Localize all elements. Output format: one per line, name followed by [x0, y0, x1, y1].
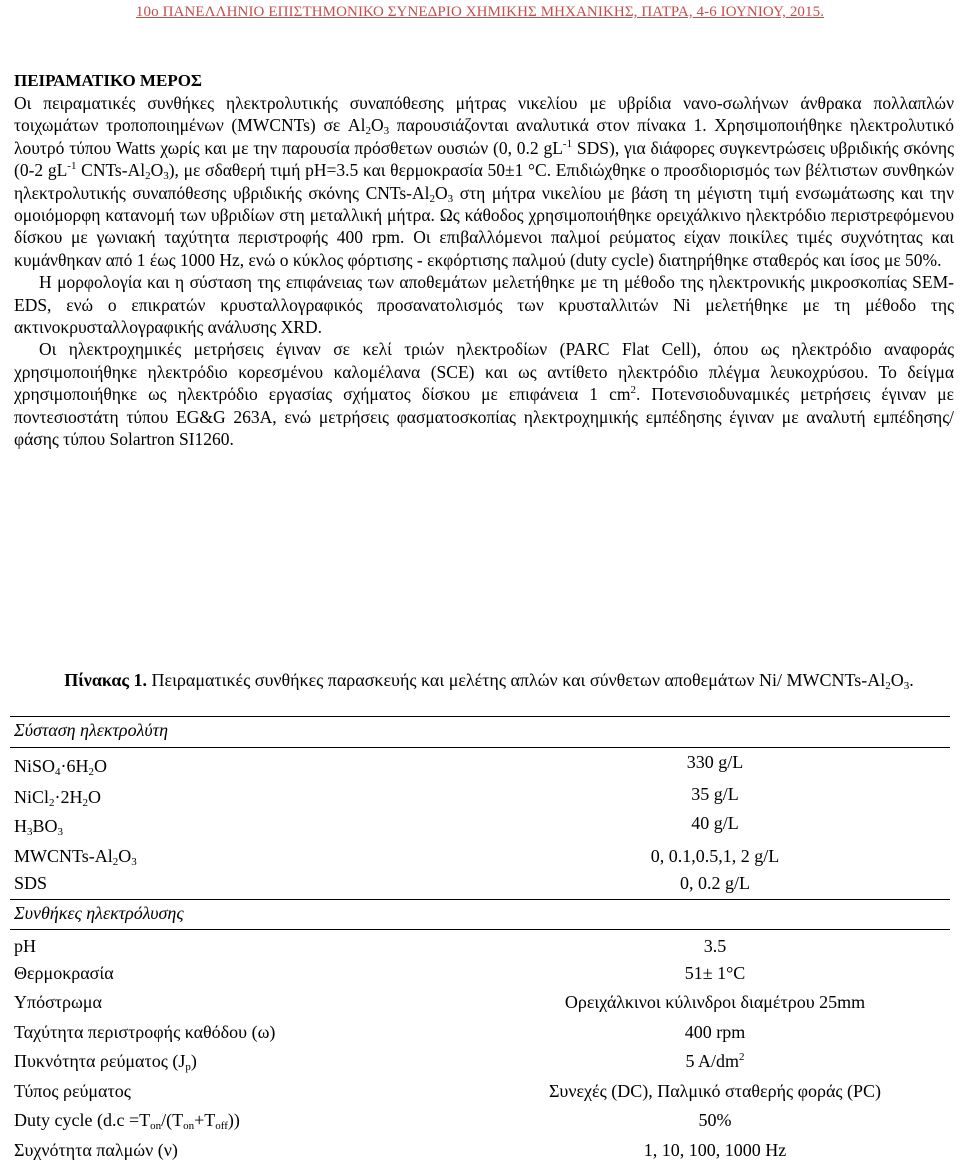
section-title: ΠΕΙΡΑΜΑΤΙΚΟ ΜΕΡΟΣ [14, 71, 203, 90]
table-row: Duty cycle $(d.c =T_{on}/(T_{on}+T_{off}))$ 50% [14, 1110, 732, 1132]
table-group-header: Σύσταση ηλεκτρολύτη [10, 717, 950, 748]
table-row: SDS 0, 0.2 g/L [10, 869, 950, 900]
table-row: pH 3.5 [14, 936, 727, 956]
table-group-header: Συνθήκες ηλεκτρόλυσης [10, 900, 950, 931]
table-row: $NiCl_2\cdot 2H_2O$ 35 g/L [14, 783, 739, 809]
table-row: Συχνότητα παλμών (ν) 1, 10, 100, 1000 Hz [14, 1139, 787, 1160]
table-row: Ταχύτητα περιστροφής καθόδου (ω) 400 rpm [14, 1021, 746, 1042]
paragraph-2: Η μορφολογία και η σύσταση της επιφάνειας των αποθεμάτων μελετήθηκε με τη μέθοδο της ηλεκτρονικής μικροσκοπίας SEM-EDS, ενώ ο επικρατών κρυσταλλογραφικός προσανατολισμός των κρυσταλλιτών Ni μελετήθηκε με τη μέθοδο της ακτινοκρυσταλλογραφικής ανάλυσης XRD. [14, 272, 954, 338]
table-row: MWCNTs-$Al_2O_3$ 0, 0.1,0.5,1, 2 g/L [14, 845, 780, 868]
table-caption: Πίνακας 1. Πειραματικές συνθήκες παρασκευής και μελέτης απλών και σύνθετων αποθεμάτων Ni/ MWCNTs-$Al_2O_3$. [64, 670, 914, 692]
paragraph-1: Οι πειραματικές συνθήκες ηλεκτρολυτικής συναπόθεσης μήτρας νικελίου με υβρίδια νανο-σωλήνων άνθρακα πολλαπλών τοιχωμάτων τροποποιημένων (MWCNTs) σε $Al_2O_3$ παρουσιάζονται αναλυτικά στον πίνακα 1. Χρησιμοποιήθηκε ηλεκτρολυτικό λουτρό τύπου Watts χωρίς και με την παρουσία πρόσθετων ουσιών (0, 0.2 $gL^{-1}$ SDS), για διάφορες συγκεντρώσεις υβριδικής σκόνης (0-2 $gL^{-1}$ CNTs-$Al_2O_3$), με σδαθερή τιμή pH=3.5 και θερμοκρασία 50±1 °C. Επιδιώχθηκε ο προσδιορισμός των βέλτιστων συνθηκών ηλεκτρολυτικής συναπόθεσης υβριδικής σκόνης CNTs-$Al_2O_3$ στη μήτρα νικελίου με βάση τη μέγιστη τιμή ενσωμάτωσης και την ομοιόμορφη κατανομή των υβριδίων στη μεταλλική μήτρα. Ως κάθοδος χρησιμοποιήθηκε ορειχάλκινο ηλεκτρόδιο περιστρεφόμενου δίσκου με γωνιακή ταχύτητα περιστροφής 400 rpm. Οι επιβαλλόμενοι παλμοί ρεύματος είχαν ποικίλες τιμές συχνότητας και κυμάνθηκαν από 1 έως 1000 Hz, ενώ ο κύκλος φόρτισης - εκφόρτισης παλμού (duty cycle) διατηρήθηκε σταθερός και ίσος με 50%. [14, 93, 955, 270]
conditions-table [10, 716, 950, 1166]
experimental-section [14, 70, 954, 451]
table-row: Τύπος ρεύματος Συνεχές (DC), Παλμικό σταθερής φοράς (PC) [14, 1080, 882, 1101]
table-row: Θερμοκρασία 51± 1°C [14, 962, 746, 983]
paragraph-3: Οι ηλεκτροχημικές μετρήσεις έγιναν σε κελί τριών ηλεκτροδίων (PARC Flat Cell), όπου ως ηλεκτρόδιο αναφοράς χρησιμοποιήθηκε ηλεκτρόδιο κορεσμένου καλομέλανα (SCE) και ως αντίθετο ηλεκτρόδιο πλέγμα λευκοχρύσου. Το δείγμα χρησιμοποιήθηκε ως ηλεκτρόδιο εργασίας σχήματος δίσκου με επιφάνεια 1 $cm^2$. Ποτενσιοδυναμικές μετρήσεις έγιναν με ποντεσιοστάτη τύπου EG&G 263A, ενώ μετρήσεις φασματοσκοπίας ηλεκτροχημικής εμπέδησης έγιναν με αναλυτή εμπέδησης/φάσης τύπου Solartron SI1260. [14, 339, 955, 450]
table-row: $NiSO_4\cdot 6H_2O$ 330 g/L [14, 751, 744, 778]
table-row: Υπόστρωμα Ορειχάλκινοι κύλινδροι διαμέτρου 25mm [14, 992, 866, 1012]
table-row: $H_3BO_3$ 40 g/L [14, 813, 739, 838]
table-row: Πυκνότητα ρεύματος $(J_p)$ 5 $A/dm^2$ [14, 1051, 745, 1073]
conference-header: 10ο ΠΑΝΕΛΛΗΝΙΟ ΕΠΙΣΤΗΜΟΝΙΚΟ ΣΥΝΕΔΡΙΟ ΧΗΜΙΚΗΣ ΜΗΧΑΝΙΚΗΣ, ΠΑΤΡΑ, 4-6 ΙΟΥΝΙΟΥ, 2015. [135, 4, 825, 20]
